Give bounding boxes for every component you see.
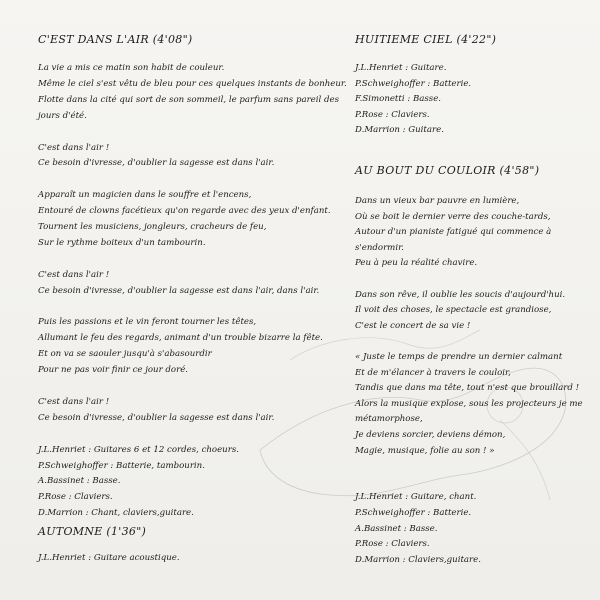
text-line: P.Schweighoffer : Batterie. <box>355 508 472 518</box>
text-line: J.L.Henriet : Guitares 6 et 12 cordes, choeurs. <box>38 444 239 455</box>
text-line: Dans son rêve, il oublie les soucis d'aujourd'hui. <box>355 289 566 300</box>
text-line: Puis les passions et le vin feront tourner les têtes, <box>38 317 257 328</box>
text-line: Allumant le feu des regards, animant d'un trouble bizarre la fête. <box>38 333 323 344</box>
text-line: Ce besoin d'ivresse, d'oublier la sagesse est dans l'air. <box>38 158 275 169</box>
text-line: Flotte dans la cité qui sort de son sommeil, le parfum sans pareil des <box>38 94 339 105</box>
text-line: Entouré de clowns facétieux qu'on regarde avec des yeux d'enfant. <box>38 206 331 217</box>
text-line: Et de m'élancer à travers le couloir, <box>355 367 511 378</box>
text-line: Dans un vieux bar pauvre en lumière, <box>355 196 520 206</box>
text-line: Ce besoin d'ivresse, d'oublier la sagesse est dans l'air, dans l'air. <box>38 285 320 296</box>
text-line: C'est dans l'air ! <box>38 396 110 407</box>
text-line: A.Bassinet : Basse. <box>355 523 438 534</box>
song-title-huitieme-ciel: HUITIEME CIEL (4'22") <box>355 33 497 46</box>
text-line: s'endormir. <box>355 242 404 253</box>
text-line: C'est le concert de sa vie ! <box>355 320 471 331</box>
song-title-cest-dans-lair: C'EST DANS L'AIR (4'08") <box>38 33 193 46</box>
text-line: P.Schweighoffer : Batterie. <box>355 78 472 89</box>
text-line: F.Simonetti : Basse. <box>355 94 442 105</box>
text-line: « Juste le temps de prendre un dernier calmant <box>355 352 563 362</box>
text-line: Alors la musique explose, sous les projecteurs je me <box>355 398 583 409</box>
text-line: P.Rose : Claviers. <box>355 109 430 120</box>
text-line: Et on va se saouler jusqu'à s'abasourdir <box>38 349 212 360</box>
text-line: J.L.Henriet : Guitare. <box>355 63 447 73</box>
text-line: D.Marrion : Claviers,guitare. <box>355 554 481 565</box>
text-line: Pour ne pas voir finir ce jour doré. <box>38 365 189 376</box>
text-line: P.Rose : Claviers. <box>355 539 430 550</box>
text-line: Apparaît un magicien dans le souffre et l'encens, <box>38 190 252 201</box>
text-line: jours d'été. <box>38 110 87 121</box>
text-line: D.Marrion : Chant, claviers,guitare. <box>38 508 194 519</box>
song-title-automne: AUTOMNE (1'36") <box>38 525 147 538</box>
song-title-au-bout-du-couloir: AU BOUT DU COULOIR (4'58") <box>355 164 540 177</box>
text-line: Où se boit le dernier verre des couche-tards, <box>355 211 551 222</box>
text-line: C'est dans l'air ! <box>38 269 110 280</box>
text-line: Sur le rythme boiteux d'un tambourin. <box>38 237 206 248</box>
text-line: Peu à peu la réalité chavire. <box>355 258 478 269</box>
text-line: P.Rose : Claviers. <box>38 492 113 503</box>
text-line: Je deviens sorcier, deviens démon, <box>355 430 506 440</box>
text-line: A.Bassinet : Basse. <box>38 476 121 487</box>
text-line: métamorphose, <box>355 414 423 425</box>
text-line: Tandis que dans ma tête, tout n'est que brouillard ! <box>355 383 580 394</box>
text-line: J.L.Henriet : Guitare acoustique. <box>38 553 180 563</box>
text-line: Magie, musique, folie au son ! » <box>355 445 495 456</box>
text-line: Tournent les musiciens, jongleurs, cracheurs de feu, <box>38 222 267 232</box>
text-line: Autour d'un pianiste fatigué qui commence à <box>355 227 552 238</box>
text-line: Même le ciel s'est vêtu de bleu pour ces quelques instants de bonheur. <box>38 78 347 89</box>
text-line: D.Marrion : Guitare. <box>355 125 444 136</box>
text-line: Il voit des choses, le spectacle est grandiose, <box>355 305 552 316</box>
text-line: Ce besoin d'ivresse, d'oublier la sagesse est dans l'air. <box>38 412 275 423</box>
text-line: La vie a mis ce matin son habit de couleur. <box>38 63 225 73</box>
text-line: P.Schweighoffer : Batterie, tambourin. <box>38 460 205 471</box>
text-line: J.L.Henriet : Guitare, chant. <box>355 492 477 503</box>
text-line: C'est dans l'air ! <box>38 142 110 153</box>
